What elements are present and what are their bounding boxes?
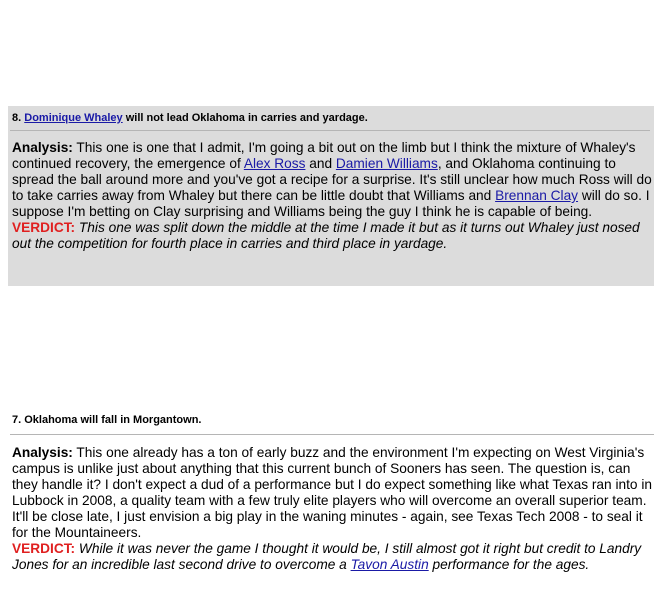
verdict-label: VERDICT: <box>12 220 76 235</box>
damien-williams-link[interactable]: Damien Williams <box>335 156 438 171</box>
brennan-clay-link[interactable]: Brennan Clay <box>495 188 579 203</box>
analysis-label: Analysis: <box>12 140 73 155</box>
divider <box>10 130 650 131</box>
divider <box>10 434 654 435</box>
prediction-7-headline: 7. Oklahoma will fall in Morgantown. <box>12 414 202 426</box>
dominique-whaley-link[interactable]: Dominique Whaley <box>24 112 123 124</box>
prediction-7-body <box>12 445 658 573</box>
prediction-8-block <box>8 106 654 286</box>
prediction-8-headline-text: will not lead Oklahoma in carries and yardage. <box>122 112 368 124</box>
prediction-8-headline <box>12 112 368 124</box>
analysis-text: This one is one that I admit, I'm going a bit out on the limb but I think the mixture of Whaley's continued recovery, the emergence of <box>12 140 636 171</box>
prediction-8-number: 8. <box>12 112 22 124</box>
verdict-text: performance for the ages. <box>428 557 590 572</box>
prediction-8-body <box>12 140 652 252</box>
analysis-label: Analysis: <box>12 445 73 460</box>
verdict-text: This one was split down the middle at the time I made it but as it turns out Whaley just nosed out the competition for fourth place in carries and third place in yardage. <box>12 220 640 251</box>
tavon-austin-link[interactable]: Tavon Austin <box>350 557 429 572</box>
analysis-text: will do so. I suppose I'm betting on Clay surprising and Williams being the guy I think he is capable of being. <box>12 188 650 219</box>
verdict-text: While it was never the game I thought it would be, I still almost got it right but credit to Landry Jones for an incredible last second drive to overcome a <box>12 541 642 572</box>
analysis-text: , and Oklahoma continuing to spread the ball around more and you've got a recipe for a surprise. It's still unclear how much Ross will do to take carries away from Whaley but there can be little doubt that Williams and <box>12 156 652 203</box>
analysis-text: This one already has a ton of early buzz and the environment I'm expecting on West Virginia's campus is unlike just about anything that this current bunch of Sooners has seen. The question is, can they handle it? I don't expect a dud of a performance but I do expect something like what Texas ran into in Lubbock in 2008, a quality team with a few truly elite players who will overcome an overall superior team. It'll be close late, I just envision a big play in the waning minutes - again, see Texas Tech 2008 - to seal it for the Mountaineers. <box>12 445 652 540</box>
analysis-text: and <box>305 156 336 171</box>
alex-ross-link[interactable]: Alex Ross <box>243 156 306 171</box>
verdict-label: VERDICT: <box>12 541 76 556</box>
